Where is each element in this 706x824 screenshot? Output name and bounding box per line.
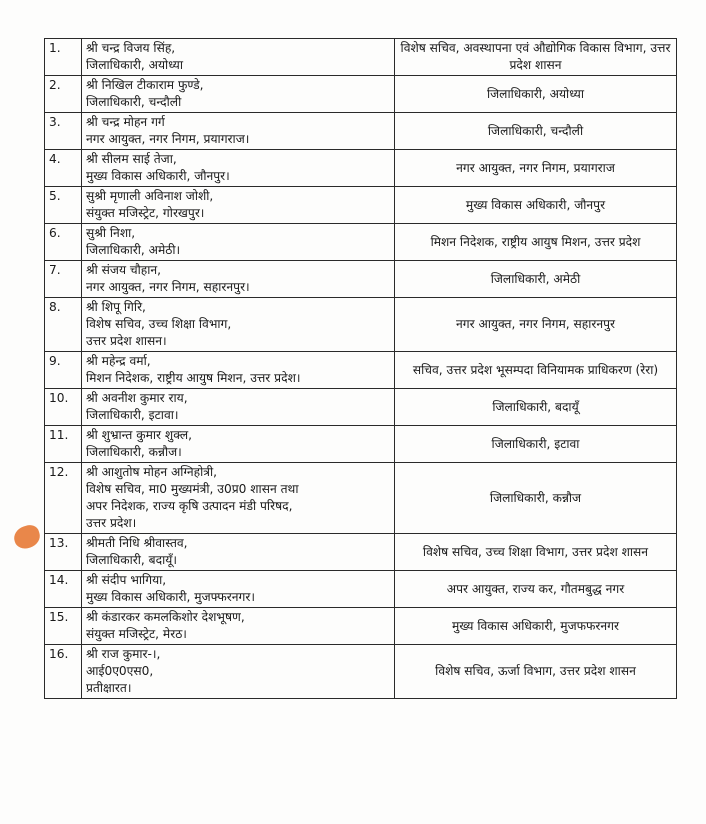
- officer-designation-line: जिलाधिकारी, अयोध्या: [86, 58, 184, 72]
- officer-current-posting: [82, 113, 395, 150]
- officer-name: श्री अवनीश कुमार राय,: [86, 391, 188, 405]
- new-posting: जिलाधिकारी, अयोध्या: [395, 76, 677, 113]
- serial-number: 8.: [45, 298, 82, 352]
- serial-number: 4.: [45, 150, 82, 187]
- new-posting: मुख्य विकास अधिकारी, जौनपुर: [395, 187, 677, 224]
- table-row: [45, 187, 677, 224]
- officer-name: श्री निखिल टीकाराम फुण्डे,: [86, 78, 204, 92]
- officer-designation-line: आई0ए0एस0,: [86, 664, 154, 678]
- officer-current-posting: [82, 645, 395, 699]
- new-posting: जिलाधिकारी, इटावा: [395, 426, 677, 463]
- officer-designation-line: जिलाधिकारी, कन्नौज।: [86, 445, 182, 459]
- table-row: [45, 224, 677, 261]
- officer-designation-line: मुख्य विकास अधिकारी, जौनपुर।: [86, 169, 230, 183]
- serial-number: 5.: [45, 187, 82, 224]
- new-posting: विशेष सचिव, उच्च शिक्षा विभाग, उत्तर प्रदेश शासन: [395, 534, 677, 571]
- officer-current-posting: [82, 298, 395, 352]
- officer-designation-line: उत्तर प्रदेश शासन।: [86, 334, 167, 348]
- officer-designation-line: प्रतीक्षारत।: [86, 681, 132, 695]
- new-posting: अपर आयुक्त, राज्य कर, गौतमबुद्ध नगर: [395, 571, 677, 608]
- officer-name: श्री कंडारकर कमलकिशोर देशभूषण,: [86, 610, 245, 624]
- table-row: [45, 352, 677, 389]
- new-posting: सचिव, उत्तर प्रदेश भूसम्पदा विनियामक प्राधिकरण (रेरा): [395, 352, 677, 389]
- officer-current-posting: [82, 39, 395, 76]
- officer-name: श्री शिपू गिरि,: [86, 300, 146, 314]
- officer-name: श्री आशुतोष मोहन अग्निहोत्री,: [86, 465, 218, 479]
- new-posting: जिलाधिकारी, अमेठी: [395, 261, 677, 298]
- new-posting: जिलाधिकारी, बदायूँ: [395, 389, 677, 426]
- officer-name: श्रीमती निधि श्रीवास्तव,: [86, 536, 188, 550]
- officer-name: सुश्री मृणाली अविनाश जोशी,: [86, 189, 214, 203]
- table-row: [45, 389, 677, 426]
- officer-designation-line: संयुक्त मजिस्ट्रेट, मेरठ।: [86, 627, 187, 641]
- serial-number: 7.: [45, 261, 82, 298]
- new-posting: नगर आयुक्त, नगर निगम, सहारनपुर: [395, 298, 677, 352]
- officer-current-posting: [82, 463, 395, 534]
- officer-name: श्री चन्द्र मोहन गर्ग: [86, 115, 165, 129]
- officer-designation-line: मुख्य विकास अधिकारी, मुजफ्फरनगर।: [86, 590, 255, 604]
- officer-transfer-table: [44, 38, 677, 699]
- new-posting: मिशन निदेशक, राष्ट्रीय आयुष मिशन, उत्तर प्रदेश: [395, 224, 677, 261]
- officer-name: श्री राज कुमार-।,: [86, 647, 161, 661]
- serial-number: 6.: [45, 224, 82, 261]
- new-posting: मुख्य विकास अधिकारी, मुजफफरनगर: [395, 608, 677, 645]
- table-row: [45, 645, 677, 699]
- officer-current-posting: [82, 534, 395, 571]
- officer-name: श्री चन्द्र विजय सिंह,: [86, 41, 176, 55]
- serial-number: 2.: [45, 76, 82, 113]
- officer-name: श्री सीलम साई तेजा,: [86, 152, 177, 166]
- serial-number: 11.: [45, 426, 82, 463]
- serial-number: 10.: [45, 389, 82, 426]
- serial-number: 16.: [45, 645, 82, 699]
- serial-number: 9.: [45, 352, 82, 389]
- table-body: [45, 39, 677, 699]
- officer-current-posting: [82, 76, 395, 113]
- serial-number: 15.: [45, 608, 82, 645]
- officer-name: श्री शुभ्रान्त कुमार शुक्ल,: [86, 428, 192, 442]
- officer-current-posting: [82, 389, 395, 426]
- serial-number: 3.: [45, 113, 82, 150]
- officer-designation-line: नगर आयुक्त, नगर निगम, सहारनपुर।: [86, 280, 250, 294]
- officer-current-posting: [82, 261, 395, 298]
- table-row: [45, 608, 677, 645]
- officer-designation-line: जिलाधिकारी, चन्दौली: [86, 95, 182, 109]
- officer-designation-line: विशेष सचिव, मा0 मुख्यमंत्री, उ0प्र0 शासन तथा: [86, 482, 299, 496]
- officer-name: श्री संजय चौहान,: [86, 263, 162, 277]
- officer-name: श्री संदीप भागिया,: [86, 573, 167, 587]
- officer-current-posting: [82, 426, 395, 463]
- serial-number: 14.: [45, 571, 82, 608]
- officer-name: श्री महेन्द्र वर्मा,: [86, 354, 151, 368]
- table-row: [45, 261, 677, 298]
- officer-current-posting: [82, 187, 395, 224]
- serial-number: 13.: [45, 534, 82, 571]
- officer-designation-line: जिलाधिकारी, अमेठी।: [86, 243, 181, 257]
- officer-designation-line: अपर निदेशक, राज्य कृषि उत्पादन मंडी परिषद,: [86, 499, 293, 513]
- table-row: [45, 571, 677, 608]
- officer-current-posting: [82, 150, 395, 187]
- officer-current-posting: [82, 608, 395, 645]
- table-row: [45, 150, 677, 187]
- serial-number: 12.: [45, 463, 82, 534]
- officer-current-posting: [82, 224, 395, 261]
- table-row: [45, 298, 677, 352]
- officer-designation-line: विशेष सचिव, उच्च शिक्षा विभाग,: [86, 317, 232, 331]
- new-posting: जिलाधिकारी, कन्नौज: [395, 463, 677, 534]
- officer-designation-line: उत्तर प्रदेश।: [86, 516, 137, 530]
- officer-current-posting: [82, 352, 395, 389]
- officer-designation-line: जिलाधिकारी, इटावा।: [86, 408, 179, 422]
- new-posting: विशेष सचिव, अवस्थापना एवं औद्योगिक विकास विभाग, उत्तर प्रदेश शासन: [395, 39, 677, 76]
- table-row: [45, 39, 677, 76]
- officer-name: सुश्री निशा,: [86, 226, 136, 240]
- new-posting: विशेष सचिव, ऊर्जा विभाग, उत्तर प्रदेश शासन: [395, 645, 677, 699]
- table-row: [45, 463, 677, 534]
- officer-current-posting: [82, 571, 395, 608]
- new-posting: जिलाधिकारी, चन्दौली: [395, 113, 677, 150]
- new-posting: नगर आयुक्त, नगर निगम, प्रयागराज: [395, 150, 677, 187]
- table-row: [45, 76, 677, 113]
- officer-designation-line: मिशन निदेशक, राष्ट्रीय आयुष मिशन, उत्तर प्रदेश।: [86, 371, 301, 385]
- table-row: [45, 426, 677, 463]
- officer-designation-line: संयुक्त मजिस्ट्रेट, गोरखपुर।: [86, 206, 205, 220]
- officer-designation-line: नगर आयुक्त, नगर निगम, प्रयागराज।: [86, 132, 250, 146]
- officer-designation-line: जिलाधिकारी, बदायूँ।: [86, 553, 177, 567]
- table-row: [45, 534, 677, 571]
- table-row: [45, 113, 677, 150]
- serial-number: 1.: [45, 39, 82, 76]
